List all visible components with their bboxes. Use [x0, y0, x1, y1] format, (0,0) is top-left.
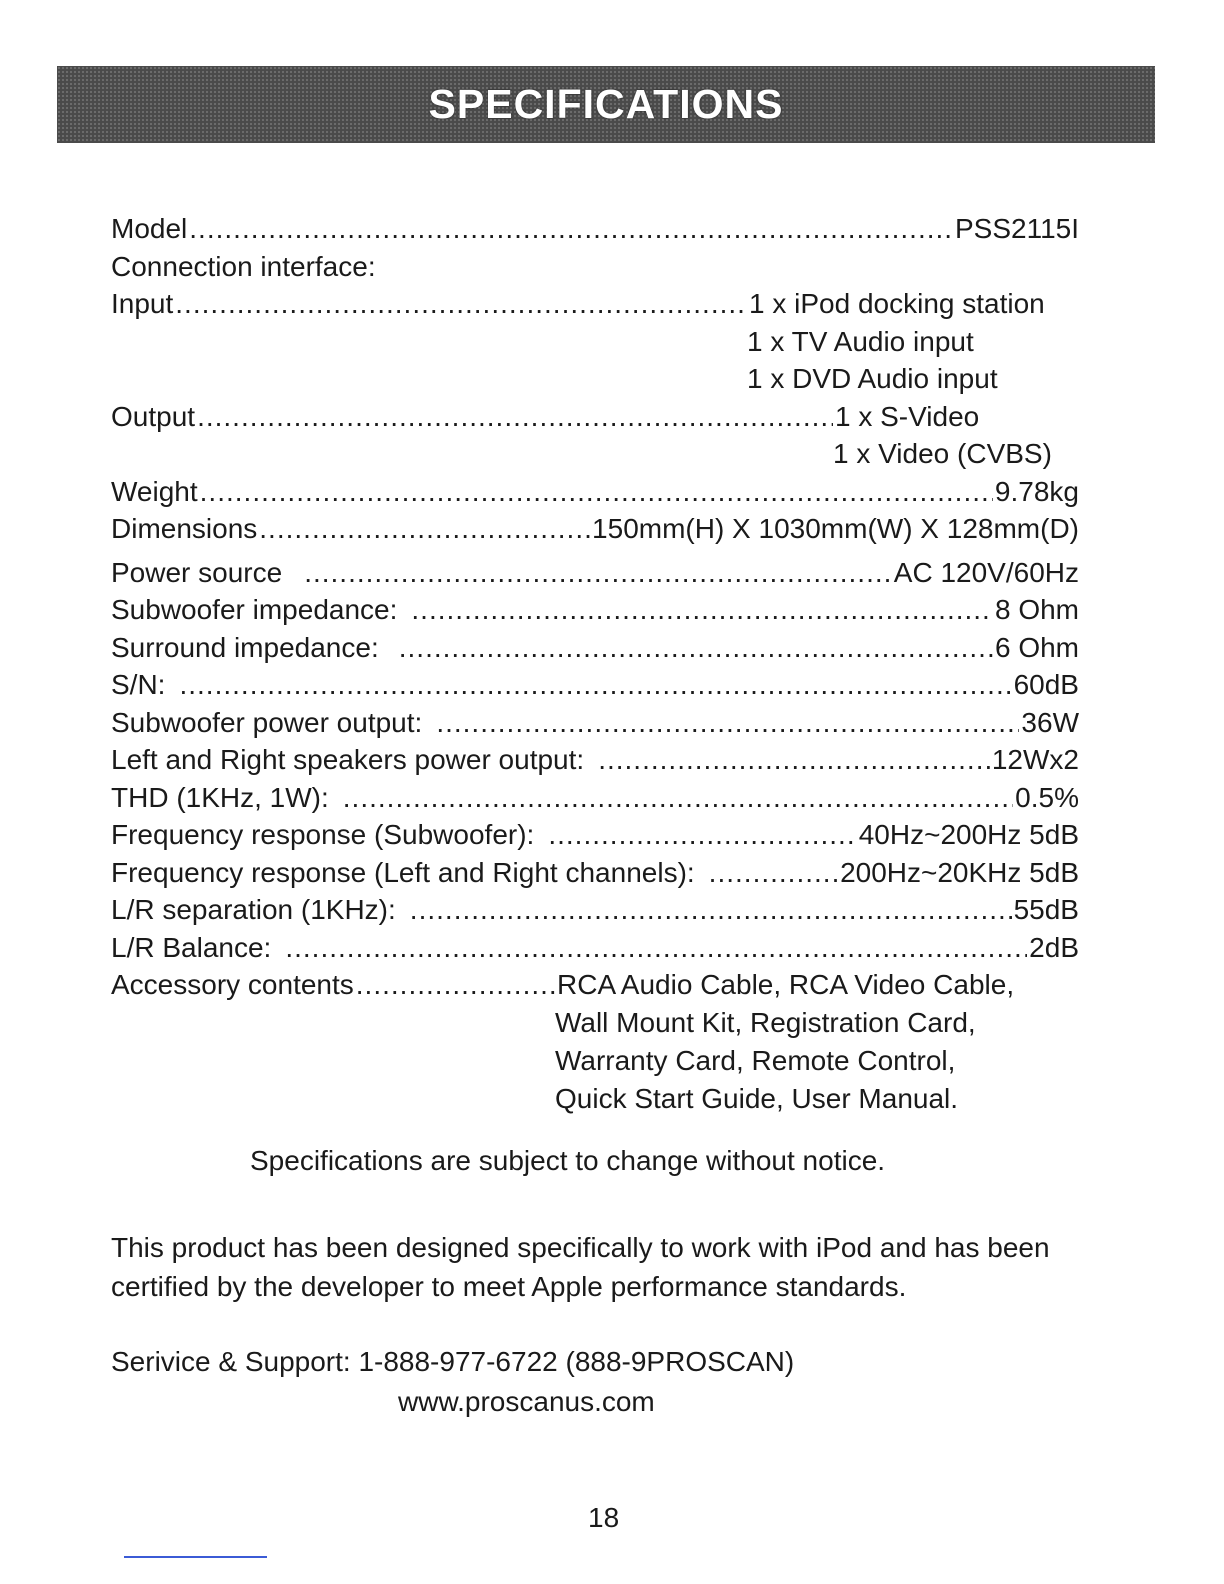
change-notice: Specifications are subject to change without notice. [250, 1145, 886, 1176]
spec-row-model [111, 210, 1079, 248]
spec-label: Weight [111, 475, 198, 507]
spec-label: L/R Balance: [111, 931, 272, 963]
spec-value: 8 Ohm [994, 594, 1079, 625]
spec-label: Dimensions [111, 513, 258, 544]
spec-row-thd [111, 779, 1079, 817]
spec-label: Input [111, 288, 174, 319]
spec-row-sn [111, 666, 1079, 704]
spec-value: 2dB [1029, 931, 1079, 963]
spec-value: 150mm(H) X 1030mm(W) X 128mm(D) [592, 513, 1079, 544]
leader-dots [189, 210, 953, 248]
spec-value-line: RCA Audio Cable, RCA Video Cable, [557, 969, 1015, 1000]
leader-dots [598, 741, 990, 779]
spec-row-power-source [111, 554, 1079, 592]
leader-dots [548, 816, 856, 854]
spec-row-output [111, 398, 1079, 436]
spec-label: Output [111, 400, 196, 432]
spec-row-connection-interface [111, 248, 1079, 286]
spec-row-weight [111, 473, 1079, 511]
leader-dots [356, 966, 555, 1004]
spec-label: THD (1KHz, 1W): [111, 781, 329, 813]
spec-value [835, 398, 1079, 436]
spec-row-subwoofer-power [111, 704, 1079, 742]
spec-value: 12Wx2 [991, 744, 1079, 775]
support-line: Serivice & Support: 1-888-977-6722 (888-9PROSCAN) [111, 1346, 795, 1377]
spec-value [749, 285, 1079, 323]
spec-value: 60dB [1013, 669, 1079, 700]
spec-row-freq-lr [111, 854, 1079, 892]
spec-row-subwoofer-impedance [111, 591, 1079, 629]
spec-value: 55dB [1013, 894, 1079, 925]
leader-dots [285, 929, 1027, 967]
spec-value-line: 1 x S-Video [835, 400, 980, 432]
leader-dots [343, 779, 1013, 817]
spec-label: Left and Right speakers power output: [111, 744, 585, 775]
spec-row-accessory [111, 966, 1079, 1004]
spec-label: Subwoofer power output: [111, 706, 423, 738]
spec-value: 36W [1021, 706, 1079, 738]
spec-value: 9.78kg [994, 475, 1079, 507]
spec-value: 200Hz~20KHz 5dB [840, 856, 1079, 888]
spec-label: L/R separation (1KHz): [111, 894, 396, 925]
spec-value [557, 966, 1079, 1004]
leader-dots [259, 510, 590, 548]
leader-dots [200, 473, 993, 511]
spec-value-line: 1 x DVD Audio input [747, 363, 998, 394]
spec-value-line: Wall Mount Kit, Registration Card, [555, 1007, 976, 1038]
spec-value: PSS2115I [954, 213, 1079, 244]
leader-dots [197, 398, 833, 436]
spec-list [111, 210, 1079, 1118]
spec-label: Connection interface: [111, 250, 376, 282]
leader-dots [709, 854, 838, 892]
spec-value: 0.5% [1015, 781, 1079, 813]
leader-dots [436, 704, 1019, 742]
leader-dots [411, 591, 993, 629]
page-title: SPECIFICATIONS [428, 81, 784, 127]
spec-value-line: Warranty Card, Remote Control, [555, 1045, 956, 1076]
spec-output-continued [111, 435, 1079, 473]
leader-dots [304, 554, 892, 592]
spec-row-lr-balance [111, 929, 1079, 967]
spec-row-freq-subwoofer [111, 816, 1079, 854]
spec-row-input [111, 285, 1079, 323]
spec-input-continued [111, 323, 1079, 398]
spec-value: AC 120V/60Hz [893, 556, 1079, 588]
spec-value-line: 1 x TV Audio input [747, 325, 974, 357]
spec-label: Power source [111, 556, 283, 588]
spec-accessory-continued [111, 1004, 1079, 1118]
spec-value: 6 Ohm [994, 631, 1079, 663]
spec-row-lr-separation [111, 891, 1079, 929]
spec-value: 40Hz~200Hz 5dB [858, 819, 1079, 850]
bottom-rule [124, 1556, 267, 1558]
header-bar [57, 66, 1155, 143]
leader-dots [399, 629, 993, 667]
spec-label: Frequency response (Subwoofer): [111, 819, 535, 850]
spec-row-dimensions [111, 510, 1079, 548]
leader-dots [175, 285, 747, 323]
spec-row-surround-impedance [111, 629, 1079, 667]
spec-value-line: Quick Start Guide, User Manual. [555, 1083, 959, 1114]
compatibility-statement: This product has been designed specifically to work with iPod and has been certified by the developer to meet Apple performance standards. [111, 1232, 1050, 1302]
leader-dots [410, 891, 1012, 929]
spec-label: Model [111, 213, 188, 244]
spec-label: S/N: [111, 669, 166, 700]
spec-value-line: 1 x Video (CVBS) [833, 438, 1052, 469]
spec-value-line: 1 x iPod docking station [749, 288, 1045, 319]
spec-label: Frequency response (Left and Right channels): [111, 856, 695, 888]
spec-row-lr-speakers-power [111, 741, 1079, 779]
support-website: www.proscanus.com [398, 1386, 655, 1417]
page-number: 18 [588, 1502, 620, 1533]
spec-label: Accessory contents [111, 969, 354, 1000]
spec-label: Surround impedance: [111, 631, 379, 663]
leader-dots [179, 666, 1011, 704]
spec-label: Subwoofer impedance: [111, 594, 398, 625]
